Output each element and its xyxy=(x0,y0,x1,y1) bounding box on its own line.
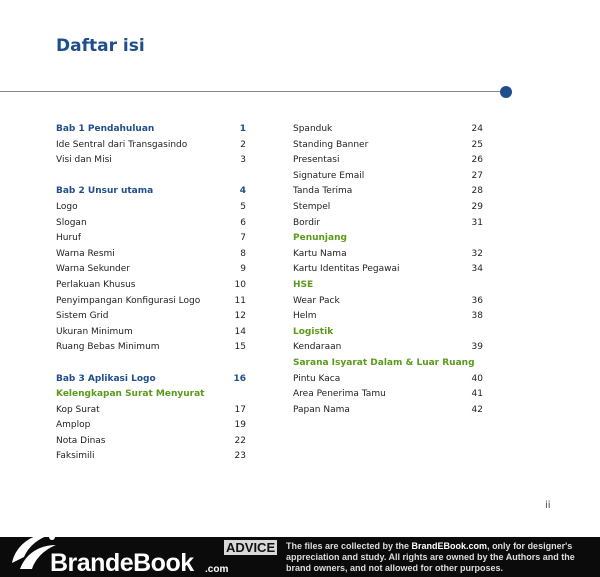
toc-entry-label: Logistik xyxy=(293,326,334,337)
toc-entry-page-number: 26 xyxy=(471,155,483,166)
toc-entry-page-number: 23 xyxy=(234,451,246,462)
toc-entry-page-number: 14 xyxy=(234,326,246,337)
toc-entry-label: Bab 2 Unsur utama xyxy=(56,186,154,197)
toc-entry-page-number: 31 xyxy=(471,217,483,228)
toc-entry[interactable] xyxy=(293,403,483,419)
toc-entry[interactable] xyxy=(293,138,483,154)
toc-entry[interactable] xyxy=(293,262,483,278)
toc-section-heading[interactable] xyxy=(293,231,483,247)
toc-entry-page-number: 17 xyxy=(234,404,246,415)
toc-entry-page-number: 3 xyxy=(240,155,246,166)
toc-chapter[interactable] xyxy=(56,122,246,138)
toc-section-heading[interactable] xyxy=(293,325,483,341)
toc-entry-page-number: 8 xyxy=(240,248,246,259)
toc-entry-label: Stempel xyxy=(293,201,331,212)
toc-entry-label: Pintu Kaca xyxy=(293,373,341,384)
toc-entry[interactable] xyxy=(56,200,246,216)
toc-entry-label: Bab 1 Pendahuluan xyxy=(56,124,155,134)
copyright-notice xyxy=(286,541,598,574)
toc-entry[interactable] xyxy=(56,403,246,419)
toc-section-heading[interactable] xyxy=(293,278,483,294)
toc-entry[interactable] xyxy=(293,122,483,138)
toc-entry-label: Huruf xyxy=(56,233,82,244)
toc-entry-label: Sarana Isyarat Dalam & Luar Ruang xyxy=(293,357,475,368)
toc-entry-page-number: 39 xyxy=(471,342,483,353)
toc-entry[interactable] xyxy=(56,449,246,465)
toc-entry[interactable] xyxy=(293,309,483,325)
toc-entry-label: Warna Sekunder xyxy=(56,264,131,275)
toc-entry-page-number: 1 xyxy=(239,124,246,134)
toc-entry-page-number: 10 xyxy=(234,279,246,290)
toc-entry-page-number: 25 xyxy=(471,139,483,150)
toc-entry[interactable] xyxy=(293,153,483,169)
toc-entry-label: Kop Surat xyxy=(56,404,100,415)
toc-entry-label: Ukuran Minimum xyxy=(56,326,133,337)
toc-entry-page-number: 41 xyxy=(471,389,483,400)
toc-entry-label: Signature Email xyxy=(293,170,365,181)
toc-chapter[interactable] xyxy=(56,184,246,200)
toc-entry-label: Faksimili xyxy=(56,451,95,462)
toc-entry-label: Kartu Nama xyxy=(293,248,347,259)
toc-entry[interactable] xyxy=(56,294,246,310)
toc-entry-label: Logo xyxy=(56,201,78,212)
toc-entry-label: Slogan xyxy=(56,217,87,228)
toc-entry-label: Ide Sentral dari Transgasindo xyxy=(56,139,188,150)
notice-brand: BrandEBook.com xyxy=(411,541,488,551)
toc-chapter[interactable] xyxy=(56,372,246,388)
toc-entry-page-number: 7 xyxy=(240,233,246,244)
toc-entry-page-number: 4 xyxy=(239,186,246,197)
toc-entry[interactable] xyxy=(56,418,246,434)
toc-entry-page-number: 16 xyxy=(233,373,246,384)
brandebook-logo-text: BrandeBook xyxy=(50,549,194,577)
toc-entry[interactable] xyxy=(293,294,483,310)
toc-entry-page-number: 40 xyxy=(471,373,483,384)
toc-entry-label: Nota Dinas xyxy=(56,435,106,446)
toc-entry[interactable] xyxy=(56,247,246,263)
toc-entry-label: Helm xyxy=(293,311,317,322)
brandebook-logo-suffix: .com xyxy=(205,564,229,575)
toc-entry-label: Papan Nama xyxy=(293,404,350,415)
toc-entry[interactable] xyxy=(56,138,246,154)
toc-entry-label: Warna Resmi xyxy=(56,248,115,259)
toc-entry[interactable] xyxy=(56,309,246,325)
toc-entry-page-number: 36 xyxy=(471,295,483,306)
toc-entry-label: Kelengkapan Surat Menyurat xyxy=(56,389,205,400)
toc-entry[interactable] xyxy=(56,325,246,341)
advice-label: ADVICE xyxy=(226,540,276,555)
toc-entry[interactable] xyxy=(293,184,483,200)
toc-entry-page-number: 11 xyxy=(234,295,246,306)
rule-dot xyxy=(500,86,512,98)
toc-entry-page-number: 28 xyxy=(471,186,483,197)
toc-entry-page-number: 5 xyxy=(240,201,246,212)
notice-prefix: The files are collected by the xyxy=(286,541,412,551)
toc-entry-label: Presentasi xyxy=(293,155,340,166)
toc-entry[interactable] xyxy=(56,231,246,247)
toc-entry[interactable] xyxy=(56,340,246,356)
toc-entry-label: Area Penerima Tamu xyxy=(293,389,386,400)
toc-section-heading[interactable] xyxy=(293,356,483,372)
toc-entry-label: Standing Banner xyxy=(293,139,369,150)
toc-entry-label: Bab 3 Aplikasi Logo xyxy=(56,373,156,384)
toc-entry[interactable] xyxy=(56,262,246,278)
toc-entry[interactable] xyxy=(56,278,246,294)
toc-entry[interactable] xyxy=(293,169,483,185)
toc-entry-page-number: 22 xyxy=(234,435,246,446)
toc-column-left xyxy=(56,122,246,465)
toc-entry[interactable] xyxy=(293,340,483,356)
notice-suffix: , only for designer's appreciation and study. All rights are owned by the Authors and the brand owners, and not allowed for other purposes. xyxy=(286,541,575,573)
toc-entry-page-number: 42 xyxy=(471,404,483,415)
toc-entry-page-number: 29 xyxy=(471,201,483,212)
toc-entry-label: HSE xyxy=(293,279,314,290)
toc-entry-page-number: 32 xyxy=(471,248,483,259)
toc-entry-page-number: 27 xyxy=(471,170,483,181)
toc-entry-label: Ruang Bebas Minimum xyxy=(56,342,160,353)
toc-entry-label: Penyimpangan Konfigurasi Logo xyxy=(56,295,201,306)
toc-entry[interactable] xyxy=(56,434,246,450)
toc-spacer xyxy=(56,169,246,185)
brandebook-banner xyxy=(0,537,600,577)
toc-entry-label: Tanda Terima xyxy=(293,186,353,197)
toc-entry[interactable] xyxy=(56,216,246,232)
toc-column-right xyxy=(293,122,483,418)
toc-entry[interactable] xyxy=(56,153,246,169)
toc-entry-label: Spanduk xyxy=(293,124,333,134)
toc-entry-page-number: 19 xyxy=(234,420,246,431)
toc-entry-page-number: 6 xyxy=(240,217,246,228)
toc-entry[interactable] xyxy=(293,372,483,388)
toc-entry-label: Kartu Identitas Pegawai xyxy=(293,264,400,275)
toc-entry-page-number: 9 xyxy=(240,264,246,275)
toc-entry-page-number: 38 xyxy=(471,311,483,322)
toc-entry-label: Sistem Grid xyxy=(56,311,109,322)
toc-entry-page-number: 34 xyxy=(471,264,483,275)
toc-entry-label: Wear Pack xyxy=(293,295,340,306)
toc-entry-page-number: 2 xyxy=(240,139,246,150)
toc-entry[interactable] xyxy=(293,387,483,403)
toc-entry-page-number: 15 xyxy=(234,342,246,353)
toc-entry[interactable] xyxy=(293,200,483,216)
toc-entry-label: Bordir xyxy=(293,217,321,228)
toc-entry-label: Penunjang xyxy=(293,233,347,244)
toc-entry-label: Amplop xyxy=(56,420,91,431)
toc-entry-page-number: 24 xyxy=(471,124,483,134)
header-rule xyxy=(0,91,502,92)
toc-spacer xyxy=(56,356,246,372)
toc-entry[interactable] xyxy=(293,216,483,232)
toc-entry-page-number: 12 xyxy=(234,311,246,322)
page-title: Daftar isi xyxy=(56,36,145,56)
page-number: ii xyxy=(545,500,551,511)
toc-entry-label: Perlakuan Khusus xyxy=(56,279,136,290)
toc-entry-label: Kendaraan xyxy=(293,342,342,353)
toc-entry-label: Visi dan Misi xyxy=(56,155,112,166)
toc-section-heading[interactable] xyxy=(56,387,246,403)
toc-entry[interactable] xyxy=(293,247,483,263)
